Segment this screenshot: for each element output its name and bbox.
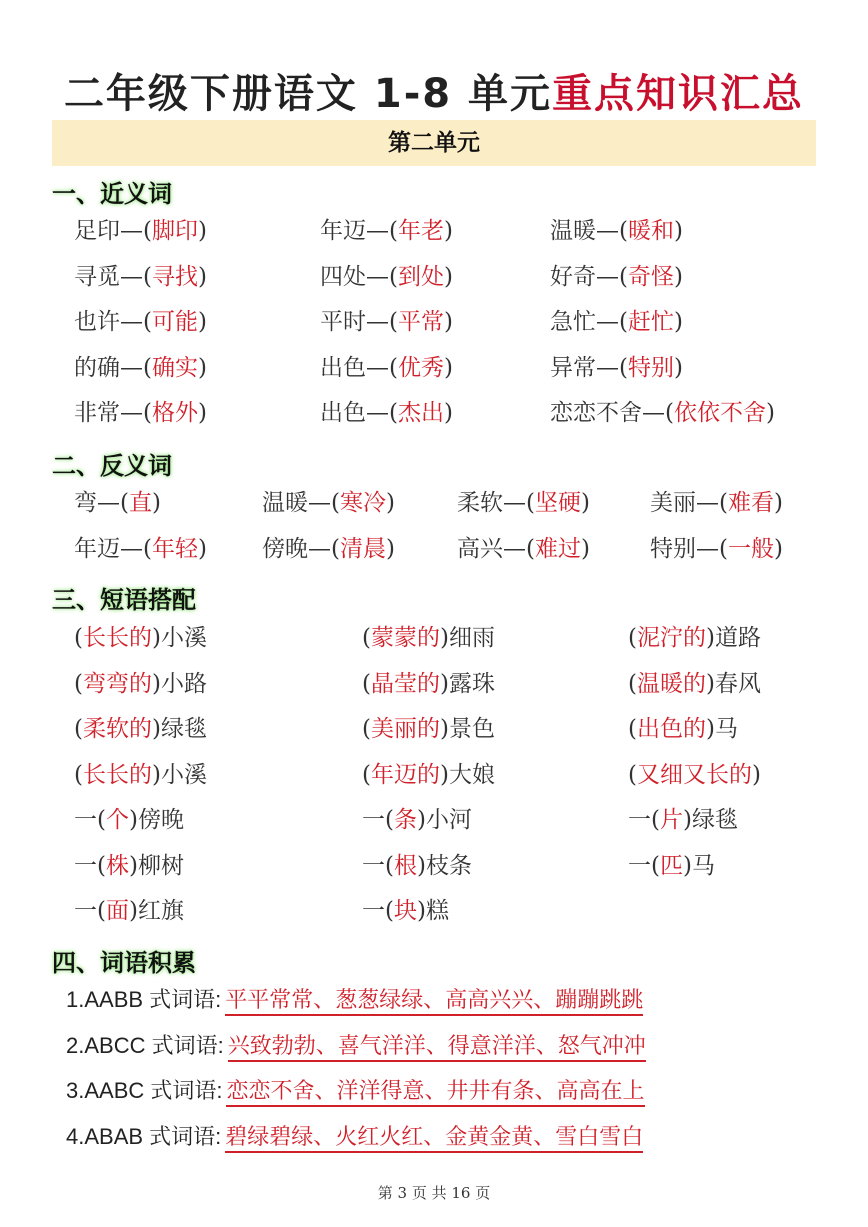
accumulation-item [66, 1073, 645, 1110]
synonym-word: 非常—( [74, 400, 152, 426]
synonym-word: 恋恋不舍—( [550, 400, 674, 426]
phrase-row [0, 620, 868, 656]
accumulation-item [66, 1119, 643, 1156]
phrase-item [362, 620, 495, 656]
synonym-answer: 确实 [151, 354, 198, 381]
phrases-heading: 三、短语搭配 [52, 586, 196, 614]
phrase-row [0, 848, 868, 884]
accumulation-answer: 碧绿碧绿、火红火红、金黄金黄、雪白雪白 [225, 1125, 643, 1153]
phrase-answer: 株 [105, 852, 129, 879]
synonym-answer: 优秀 [397, 354, 444, 381]
synonym-item [550, 213, 683, 249]
phrase-word: ( [628, 761, 637, 788]
antonym-word: 年迈—( [74, 535, 152, 562]
phrase-tail: )大娘 [439, 761, 495, 788]
phrase-word: 一( [74, 807, 106, 833]
synonym-tail: ) [443, 218, 453, 244]
synonym-answer: 格外 [151, 400, 198, 426]
phrase-word: ( [362, 670, 371, 697]
phrase-answer: 长长的 [82, 761, 152, 788]
page-footer: 第 3 页 共 16 页 [377, 1184, 491, 1202]
accumulation-label: 1.AABB 式词语: [66, 987, 222, 1012]
phrase-tail: )绿毯 [682, 807, 738, 833]
phrase-answer: 弯弯的 [82, 670, 152, 697]
synonym-answer: 暖和 [627, 218, 674, 244]
phrase-row [0, 757, 868, 793]
synonym-item [550, 350, 683, 386]
synonym-row [0, 213, 868, 249]
synonym-word: 四处—( [320, 263, 398, 290]
synonym-word: 足印—( [74, 218, 152, 244]
synonym-word: 也许—( [74, 309, 152, 335]
synonym-item [74, 395, 207, 431]
accumulation-label: 3.AABC 式词语: [66, 1078, 223, 1103]
antonym-item [74, 485, 161, 521]
accumulation-label: 2.ABCC 式词语: [66, 1032, 224, 1058]
phrase-tail: ) [751, 761, 761, 788]
phrase-item [362, 757, 495, 793]
phrase-tail: )绿毯 [151, 716, 207, 742]
phrase-tail: )马 [705, 716, 738, 742]
phrase-word: ( [628, 670, 637, 697]
phrase-answer: 条 [393, 807, 417, 833]
synonym-word: 平时—( [320, 309, 398, 335]
antonym-tail: ) [151, 490, 161, 516]
phrase-word: 一( [74, 852, 106, 879]
phrase-item [362, 711, 495, 747]
antonym-tail: ) [580, 535, 590, 562]
phrase-word: ( [74, 670, 83, 697]
phrase-answer: 年迈的 [370, 761, 440, 788]
synonym-tail: ) [197, 263, 207, 290]
phrase-answer: 块 [393, 898, 417, 924]
phrase-row [0, 802, 868, 838]
phrase-word: ( [74, 761, 83, 788]
synonym-word: 异常—( [550, 354, 628, 381]
phrase-item [628, 802, 738, 838]
phrase-item [628, 848, 715, 884]
phrase-item [74, 620, 207, 656]
synonym-tail: ) [443, 309, 453, 335]
phrase-tail: )细雨 [439, 625, 495, 651]
phrase-item [74, 666, 207, 702]
phrase-word: 一( [362, 898, 394, 924]
antonym-tail: ) [580, 490, 590, 516]
synonym-answer: 特别 [627, 354, 674, 381]
antonym-row [0, 531, 868, 567]
synonym-word: 出色—( [320, 400, 398, 426]
synonym-item [74, 259, 207, 295]
accumulation-item [66, 1028, 646, 1065]
synonym-word: 急忙—( [550, 309, 628, 335]
synonym-answer: 寻找 [151, 263, 198, 290]
antonym-item [262, 531, 395, 567]
synonym-word: 寻觅—( [74, 263, 152, 290]
phrase-row [0, 711, 868, 747]
phrase-answer: 出色的 [636, 716, 706, 742]
antonym-tail: ) [773, 535, 783, 562]
synonym-tail: ) [765, 400, 775, 426]
phrase-item [74, 848, 184, 884]
synonym-answer: 奇怪 [627, 263, 674, 290]
synonym-tail: ) [443, 400, 453, 426]
phrase-word: ( [362, 625, 371, 651]
phrase-word: ( [362, 716, 371, 742]
phrase-word: 一( [628, 807, 660, 833]
phrase-tail: )道路 [705, 625, 761, 651]
synonym-tail: ) [197, 354, 207, 381]
phrase-item [74, 802, 184, 838]
synonym-word: 好奇—( [550, 263, 628, 290]
synonym-answer: 可能 [151, 309, 198, 335]
phrase-answer: 泥泞的 [636, 625, 706, 651]
phrase-tail: )柳树 [128, 852, 184, 879]
phrase-item [74, 757, 207, 793]
accumulation-answer: 恋恋不舍、洋洋得意、井井有条、高高在上 [226, 1079, 644, 1107]
synonym-item [74, 350, 207, 386]
phrase-word: 一( [362, 807, 394, 833]
synonym-row [0, 259, 868, 295]
title-main: 二年级下册语文 1-8 单元 [63, 71, 553, 117]
phrase-word: 一( [628, 852, 660, 879]
synonym-item [550, 395, 775, 431]
phrase-item [362, 848, 472, 884]
antonym-item [74, 531, 207, 567]
phrase-item [74, 893, 184, 929]
phrase-tail: )枝条 [416, 852, 472, 879]
phrase-answer: 美丽的 [370, 716, 440, 742]
antonym-answer: 一般 [727, 535, 774, 562]
synonym-answer: 脚印 [151, 218, 198, 244]
synonym-answer: 到处 [397, 263, 444, 290]
antonym-word: 弯—( [74, 490, 129, 516]
antonym-answer: 年轻 [151, 535, 198, 562]
title-highlight: 重点知识汇总 [552, 71, 805, 117]
synonym-tail: ) [197, 218, 207, 244]
accumulation-item [66, 982, 643, 1019]
synonym-tail: ) [673, 309, 683, 335]
phrase-item [628, 711, 738, 747]
synonym-answer: 杰出 [397, 400, 444, 426]
antonym-item [650, 531, 783, 567]
phrase-item [362, 802, 472, 838]
synonym-tail: ) [443, 263, 453, 290]
synonym-item [550, 304, 683, 340]
accumulation-label: 4.ABAB 式词语: [66, 1123, 222, 1149]
antonym-tail: ) [385, 535, 395, 562]
synonym-item [320, 395, 453, 431]
phrase-answer: 根 [393, 852, 417, 879]
phrase-answer: 面 [105, 898, 129, 924]
antonym-answer: 寒冷 [339, 490, 386, 516]
antonym-item [457, 531, 590, 567]
phrase-answer: 蒙蒙的 [370, 625, 440, 651]
accumulation-heading: 四、词语积累 [52, 949, 196, 977]
antonym-word: 高兴—( [457, 535, 535, 562]
antonym-word: 美丽—( [650, 490, 728, 516]
antonym-word: 柔软—( [457, 490, 535, 516]
synonym-item [74, 304, 207, 340]
synonym-tail: ) [197, 400, 207, 426]
phrase-word: 一( [362, 852, 394, 879]
synonym-tail: ) [673, 263, 683, 290]
antonym-tail: ) [385, 490, 395, 516]
phrase-item [628, 666, 761, 702]
synonym-item [320, 304, 453, 340]
accumulation-answer: 平平常常、葱葱绿绿、高高兴兴、蹦蹦跳跳 [225, 988, 643, 1016]
phrase-item [628, 620, 761, 656]
phrase-answer: 片 [659, 807, 683, 833]
synonym-row [0, 395, 868, 431]
synonym-item [550, 259, 683, 295]
antonym-answer: 直 [128, 490, 152, 516]
phrase-row [0, 666, 868, 702]
antonym-tail: ) [197, 535, 207, 562]
phrase-tail: )红旗 [128, 898, 184, 924]
synonym-row [0, 304, 868, 340]
phrase-tail: )露珠 [439, 670, 495, 697]
synonym-item [74, 213, 207, 249]
phrase-word: ( [74, 716, 83, 742]
synonym-tail: ) [197, 309, 207, 335]
synonym-word: 的确—( [74, 354, 152, 381]
synonym-answer: 赶忙 [627, 309, 674, 335]
phrase-item [74, 711, 207, 747]
phrase-word: ( [362, 761, 371, 788]
synonym-row [0, 350, 868, 386]
antonym-item [650, 485, 783, 521]
synonym-word: 温暖—( [550, 218, 628, 244]
phrase-tail: )春风 [705, 670, 761, 697]
synonyms-heading: 一、近义词 [52, 180, 172, 208]
phrase-answer: 又细又长的 [636, 761, 752, 788]
phrase-word: ( [74, 625, 83, 651]
synonym-answer: 年老 [397, 218, 444, 244]
synonym-item [320, 259, 453, 295]
antonym-word: 温暖—( [262, 490, 340, 516]
synonym-answer: 平常 [397, 309, 444, 335]
phrase-tail: )小溪 [151, 761, 207, 788]
synonym-answer: 依依不舍 [673, 400, 766, 426]
phrase-tail: )小溪 [151, 625, 207, 651]
phrase-row [0, 893, 868, 929]
antonym-answer: 难过 [534, 535, 581, 562]
phrase-tail: )小路 [151, 670, 207, 697]
phrase-answer: 匹 [659, 852, 683, 879]
antonyms-heading: 二、反义词 [52, 452, 172, 480]
synonym-word: 出色—( [320, 354, 398, 381]
phrase-tail: )景色 [439, 716, 495, 742]
synonym-tail: ) [673, 354, 683, 381]
phrase-tail: )糕 [416, 898, 449, 924]
antonym-item [262, 485, 395, 521]
synonym-tail: ) [443, 354, 453, 381]
phrase-answer: 温暖的 [636, 670, 706, 697]
phrase-answer: 个 [105, 807, 129, 833]
page-title [0, 62, 868, 119]
antonym-item [457, 485, 590, 521]
phrase-word: ( [628, 625, 637, 651]
phrase-item [362, 666, 495, 702]
unit-banner: 第二单元 [52, 120, 816, 166]
synonym-word: 年迈—( [320, 218, 398, 244]
accumulation-answer: 兴致勃勃、喜气洋洋、得意洋洋、怒气冲冲 [228, 1034, 646, 1062]
antonym-word: 傍晚—( [262, 535, 340, 562]
antonym-word: 特别—( [650, 535, 728, 562]
phrase-item [628, 757, 761, 793]
antonym-answer: 坚硬 [534, 490, 581, 516]
phrase-item [362, 893, 449, 929]
synonym-tail: ) [673, 218, 683, 244]
phrase-answer: 长长的 [82, 625, 152, 651]
phrase-answer: 晶莹的 [370, 670, 440, 697]
antonym-answer: 清晨 [339, 535, 386, 562]
phrase-answer: 柔软的 [82, 716, 152, 742]
synonym-item [320, 350, 453, 386]
synonym-item [320, 213, 453, 249]
phrase-tail: )小河 [416, 807, 472, 833]
antonym-row [0, 485, 868, 521]
antonym-tail: ) [773, 490, 783, 516]
antonym-answer: 难看 [727, 490, 774, 516]
phrase-tail: )马 [682, 852, 715, 879]
phrase-word: ( [628, 716, 637, 742]
phrase-tail: )傍晚 [128, 807, 184, 833]
phrase-word: 一( [74, 898, 106, 924]
